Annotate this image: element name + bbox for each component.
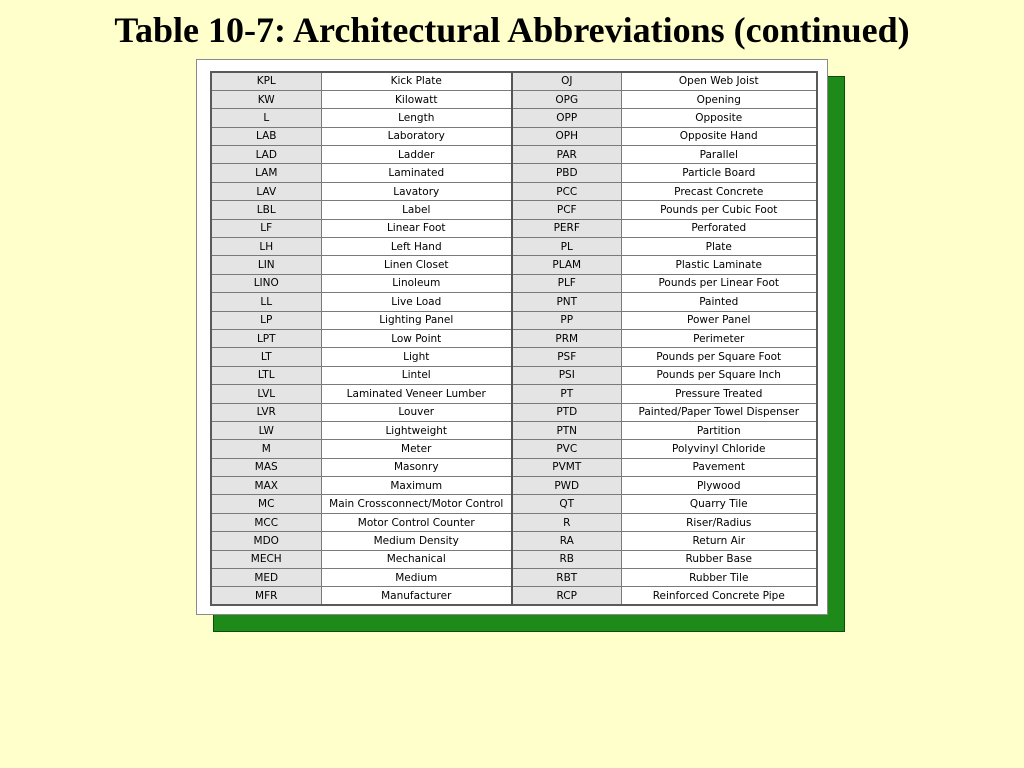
table-row	[211, 569, 817, 587]
abbreviation-cell: PLAM	[512, 256, 621, 274]
abbreviation-cell: QT	[512, 495, 621, 513]
table-row	[211, 513, 817, 531]
abbreviation-cell: PSI	[512, 366, 621, 384]
abbreviation-cell: MFR	[211, 587, 321, 605]
abbreviation-cell: LBL	[211, 201, 321, 219]
table-row	[211, 532, 817, 550]
abbreviation-cell: PL	[512, 238, 621, 256]
abbreviation-cell: PWD	[512, 477, 621, 495]
term-cell: Riser/Radius	[621, 513, 817, 531]
abbreviation-cell: RBT	[512, 569, 621, 587]
abbreviation-cell: LP	[211, 311, 321, 329]
abbreviation-cell: LAB	[211, 127, 321, 145]
abbreviation-cell: MECH	[211, 550, 321, 568]
term-cell: Light	[321, 348, 512, 366]
term-cell: Linoleum	[321, 274, 512, 292]
abbreviations-table	[210, 71, 818, 606]
term-cell: Lintel	[321, 366, 512, 384]
abbreviation-cell: LINO	[211, 274, 321, 292]
table-row	[211, 201, 817, 219]
term-cell: Kick Plate	[321, 72, 512, 90]
abbreviation-cell: PCF	[512, 201, 621, 219]
table-row	[211, 127, 817, 145]
abbreviation-cell: LIN	[211, 256, 321, 274]
term-cell: Meter	[321, 440, 512, 458]
abbreviation-cell: LAV	[211, 182, 321, 200]
abbreviation-cell: PCC	[512, 182, 621, 200]
abbreviation-cell: LW	[211, 421, 321, 439]
term-cell: Power Panel	[621, 311, 817, 329]
abbreviation-cell: OPG	[512, 90, 621, 108]
term-cell: Laminated	[321, 164, 512, 182]
abbreviation-cell: LF	[211, 219, 321, 237]
table-row	[211, 385, 817, 403]
term-cell: Lighting Panel	[321, 311, 512, 329]
term-cell: Manufacturer	[321, 587, 512, 605]
abbreviation-cell: PAR	[512, 146, 621, 164]
term-cell: Medium Density	[321, 532, 512, 550]
table-row	[211, 477, 817, 495]
abbreviation-cell: R	[512, 513, 621, 531]
table-row	[211, 72, 817, 90]
abbreviation-cell: PT	[512, 385, 621, 403]
abbreviation-cell: RA	[512, 532, 621, 550]
term-cell: Lightweight	[321, 421, 512, 439]
table-row	[211, 366, 817, 384]
term-cell: Laminated Veneer Lumber	[321, 385, 512, 403]
page-title: Table 10-7: Architectural Abbreviations (continued)	[114, 10, 910, 50]
term-cell: Mechanical	[321, 550, 512, 568]
table-row	[211, 293, 817, 311]
abbreviation-cell: LVR	[211, 403, 321, 421]
abbreviation-cell: MED	[211, 569, 321, 587]
table-row	[211, 182, 817, 200]
abbreviations-table-body	[211, 72, 817, 605]
abbreviation-cell: LAM	[211, 164, 321, 182]
abbreviation-cell: OPH	[512, 127, 621, 145]
term-cell: Particle Board	[621, 164, 817, 182]
abbreviation-cell: PRM	[512, 329, 621, 347]
table-row	[211, 146, 817, 164]
term-cell: Pounds per Cubic Foot	[621, 201, 817, 219]
abbreviation-cell: OJ	[512, 72, 621, 90]
term-cell: Pounds per Square Inch	[621, 366, 817, 384]
abbreviation-cell: KW	[211, 90, 321, 108]
table-row	[211, 421, 817, 439]
term-cell: Quarry Tile	[621, 495, 817, 513]
abbreviation-cell: MC	[211, 495, 321, 513]
table-row	[211, 109, 817, 127]
term-cell: Perimeter	[621, 329, 817, 347]
abbreviation-cell: MAX	[211, 477, 321, 495]
abbreviation-cell: MCC	[211, 513, 321, 531]
abbreviation-cell: LL	[211, 293, 321, 311]
term-cell: Ladder	[321, 146, 512, 164]
abbreviation-cell: PBD	[512, 164, 621, 182]
term-cell: Length	[321, 109, 512, 127]
term-cell: Left Hand	[321, 238, 512, 256]
term-cell: Reinforced Concrete Pipe	[621, 587, 817, 605]
term-cell: Precast Concrete	[621, 182, 817, 200]
table-row	[211, 274, 817, 292]
abbreviation-cell: PLF	[512, 274, 621, 292]
table-row	[211, 164, 817, 182]
table-row	[211, 458, 817, 476]
abbreviation-cell: MAS	[211, 458, 321, 476]
abbreviation-cell: PNT	[512, 293, 621, 311]
term-cell: Parallel	[621, 146, 817, 164]
abbreviation-cell: LAD	[211, 146, 321, 164]
table-row	[211, 348, 817, 366]
table-row	[211, 311, 817, 329]
term-cell: Pressure Treated	[621, 385, 817, 403]
abbreviation-cell: PTD	[512, 403, 621, 421]
term-cell: Polyvinyl Chloride	[621, 440, 817, 458]
table-row	[211, 587, 817, 605]
term-cell: Perforated	[621, 219, 817, 237]
term-cell: Live Load	[321, 293, 512, 311]
abbreviation-cell: LTL	[211, 366, 321, 384]
term-cell: Low Point	[321, 329, 512, 347]
table-row	[211, 90, 817, 108]
term-cell: Louver	[321, 403, 512, 421]
term-cell: Medium	[321, 569, 512, 587]
table-row	[211, 238, 817, 256]
table-row	[211, 256, 817, 274]
term-cell: Kilowatt	[321, 90, 512, 108]
term-cell: Linear Foot	[321, 219, 512, 237]
abbreviation-cell: PERF	[512, 219, 621, 237]
term-cell: Masonry	[321, 458, 512, 476]
term-cell: Pounds per Square Foot	[621, 348, 817, 366]
term-cell: Plate	[621, 238, 817, 256]
abbreviation-cell: LH	[211, 238, 321, 256]
term-cell: Opposite Hand	[621, 127, 817, 145]
abbreviation-cell: OPP	[512, 109, 621, 127]
table-row	[211, 403, 817, 421]
table-row	[211, 219, 817, 237]
table-row	[211, 550, 817, 568]
term-cell: Pounds per Linear Foot	[621, 274, 817, 292]
term-cell: Rubber Tile	[621, 569, 817, 587]
abbreviation-cell: RB	[512, 550, 621, 568]
table-panel	[196, 59, 828, 615]
term-cell: Partition	[621, 421, 817, 439]
term-cell: Opposite	[621, 109, 817, 127]
term-cell: Painted/Paper Towel Dispenser	[621, 403, 817, 421]
abbreviation-cell: PVC	[512, 440, 621, 458]
abbreviation-cell: PSF	[512, 348, 621, 366]
term-cell: Plywood	[621, 477, 817, 495]
term-cell: Return Air	[621, 532, 817, 550]
abbreviation-cell: PTN	[512, 421, 621, 439]
term-cell: Label	[321, 201, 512, 219]
term-cell: Motor Control Counter	[321, 513, 512, 531]
term-cell: Painted	[621, 293, 817, 311]
term-cell: Main Crossconnect/Motor Control	[321, 495, 512, 513]
term-cell: Maximum	[321, 477, 512, 495]
abbreviation-cell: PP	[512, 311, 621, 329]
abbreviation-cell: LVL	[211, 385, 321, 403]
term-cell: Plastic Laminate	[621, 256, 817, 274]
table-row	[211, 495, 817, 513]
abbreviation-cell: PVMT	[512, 458, 621, 476]
term-cell: Opening	[621, 90, 817, 108]
abbreviation-cell: KPL	[211, 72, 321, 90]
term-cell: Pavement	[621, 458, 817, 476]
abbreviation-cell: LPT	[211, 329, 321, 347]
abbreviation-cell: MDO	[211, 532, 321, 550]
term-cell: Lavatory	[321, 182, 512, 200]
abbreviation-cell: M	[211, 440, 321, 458]
term-cell: Linen Closet	[321, 256, 512, 274]
table-row	[211, 329, 817, 347]
term-cell: Rubber Base	[621, 550, 817, 568]
abbreviation-cell: L	[211, 109, 321, 127]
abbreviation-cell: RCP	[512, 587, 621, 605]
table-row	[211, 440, 817, 458]
abbreviation-cell: LT	[211, 348, 321, 366]
term-cell: Open Web Joist	[621, 72, 817, 90]
term-cell: Laboratory	[321, 127, 512, 145]
